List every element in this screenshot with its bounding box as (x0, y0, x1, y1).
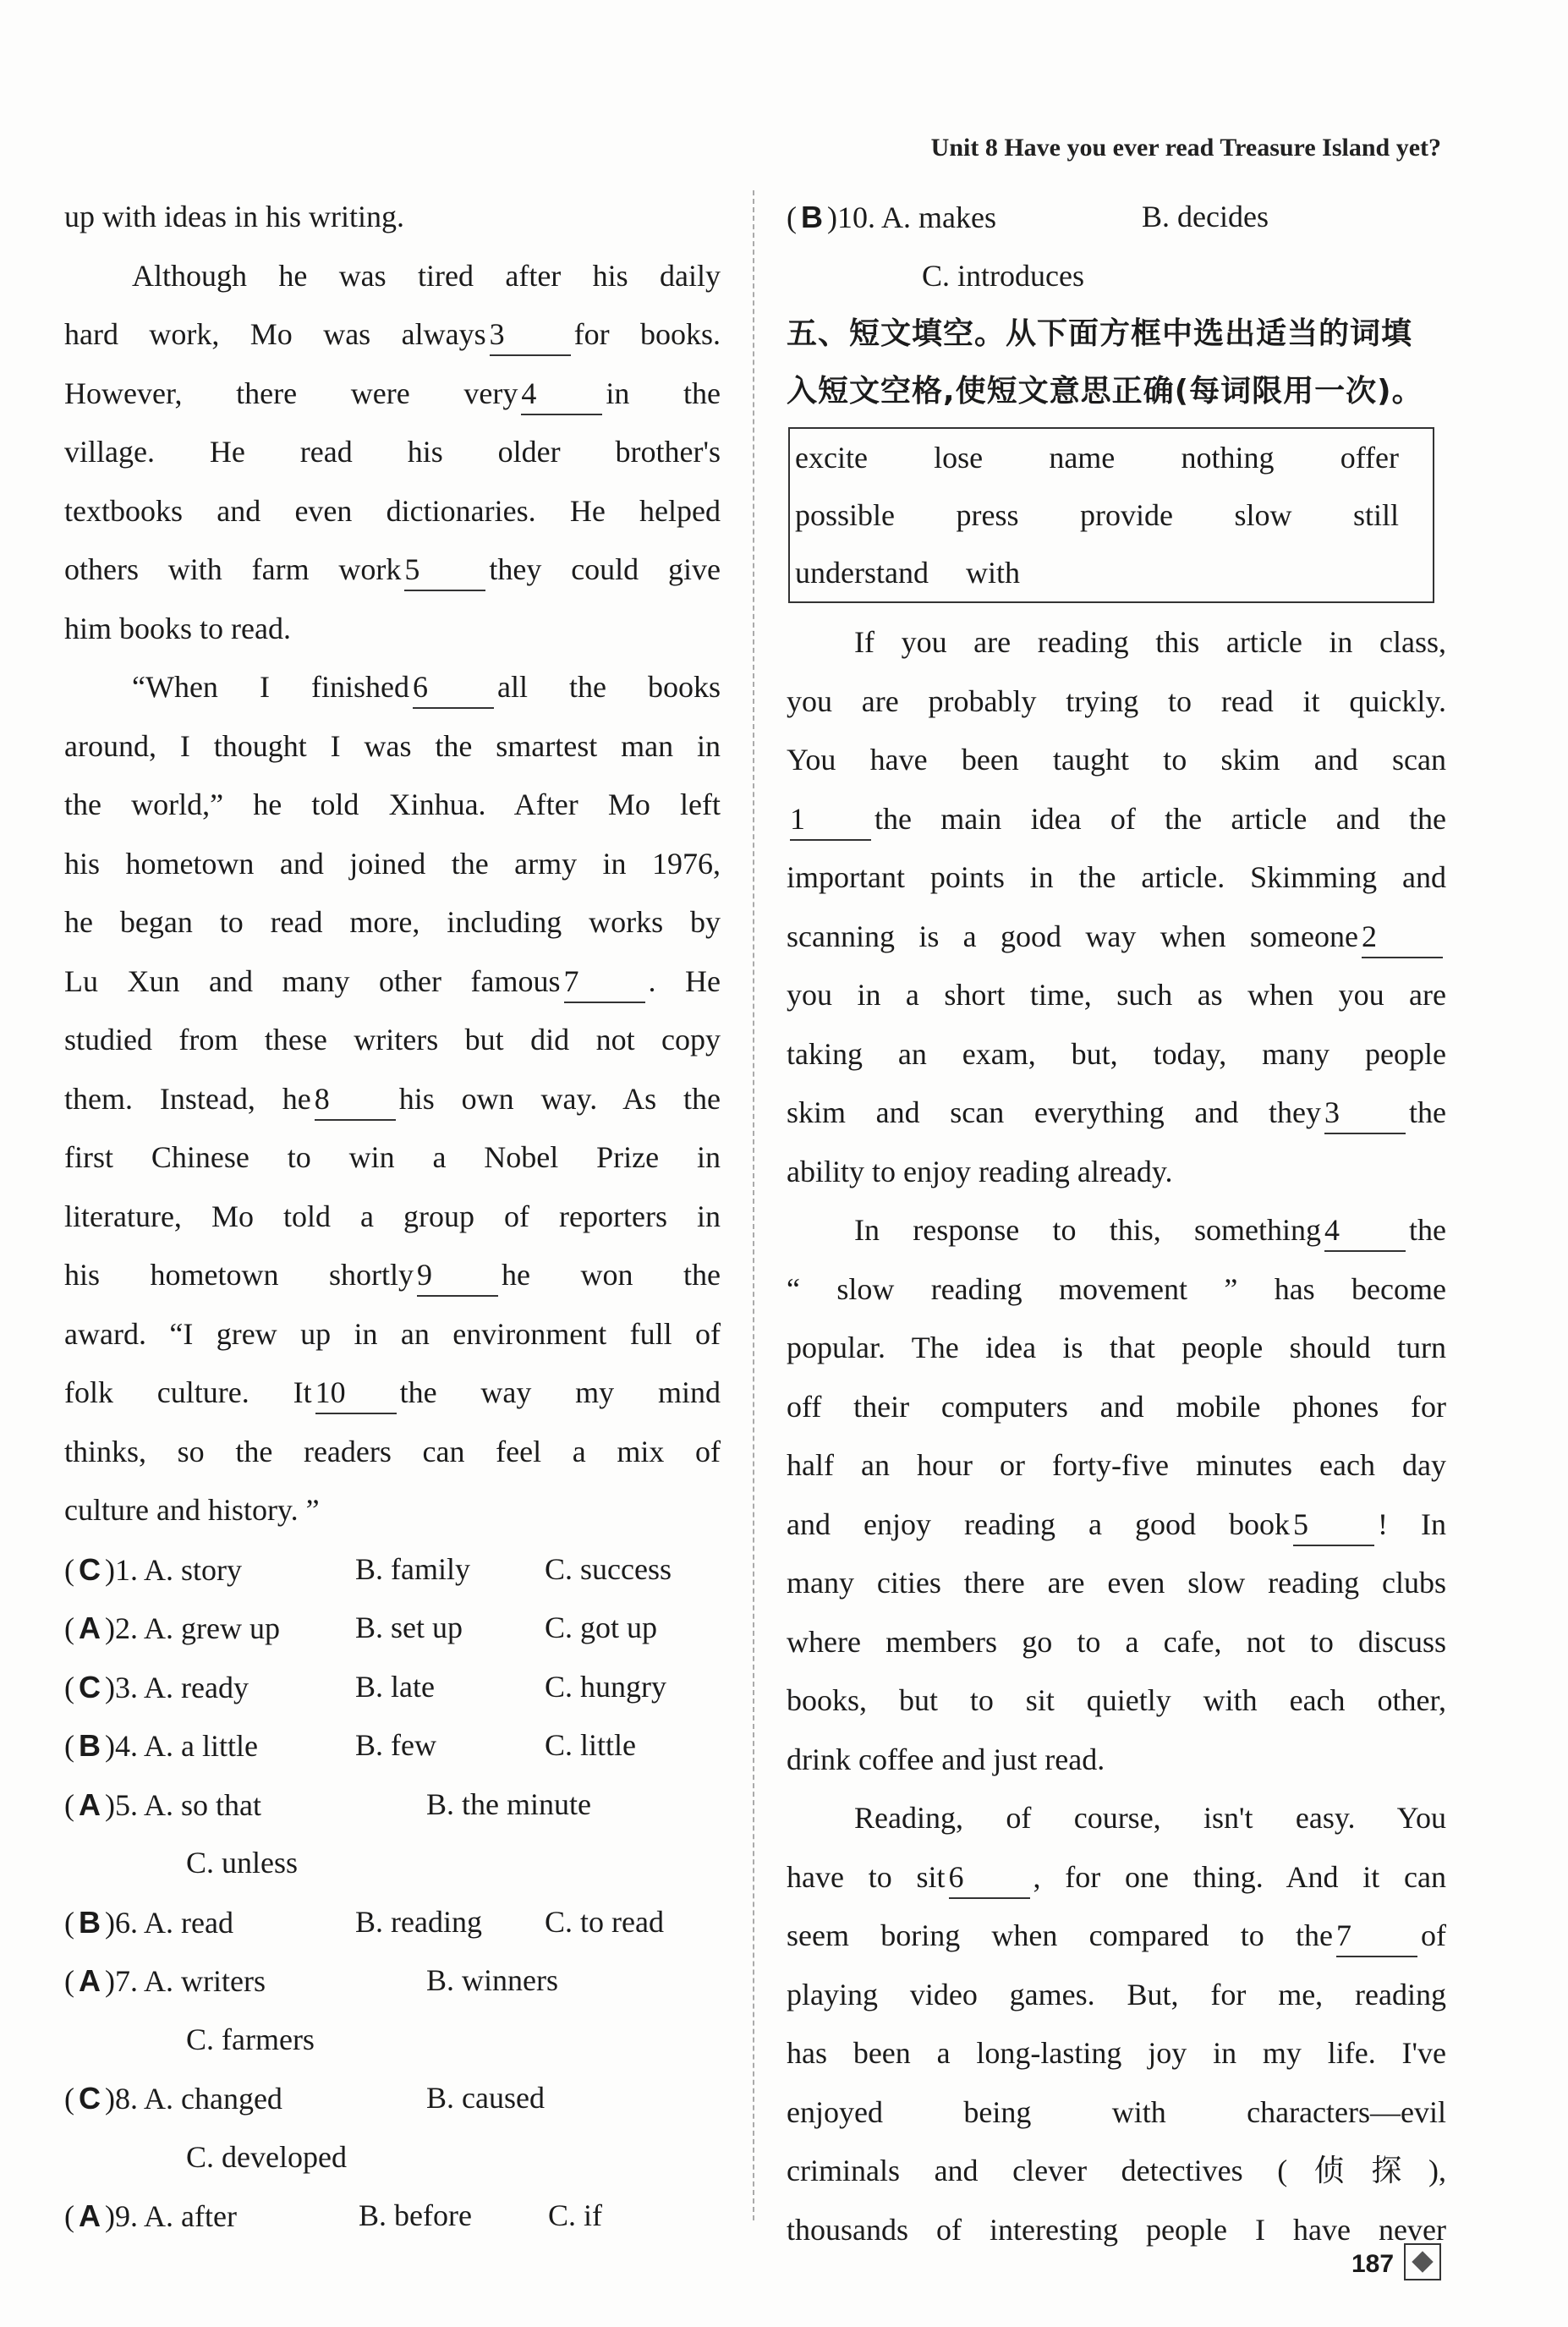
blank-5: 5 (1293, 1506, 1374, 1546)
blank-3: 3 (490, 316, 571, 356)
question-8: ( C )8. A. changed B. caused (64, 2081, 545, 2116)
text-line: where members go to a cafe, not to discuss (787, 1624, 1446, 1659)
question-10: ( B )10. A. makes B. decides (787, 200, 1269, 234)
text-line: taking an exam, but, today, many people (787, 1036, 1446, 1071)
question-3: ( C )3. A. ready B. late C. hungry (64, 1669, 666, 1704)
text-line: his hometown and joined the army in 1976, (64, 846, 721, 881)
text-line: However, there were very 4 in the (64, 365, 721, 424)
question-5-option-c: C. unless (186, 1846, 299, 1880)
text-line: “When I finished 6 all the books (64, 658, 721, 717)
text-line: ability to enjoy reading already. (787, 1154, 1173, 1188)
text-line: In response to this, something 4 the (787, 1201, 1446, 1260)
text-line: thousands of interesting people I have never (787, 2212, 1446, 2247)
blank-8: 8 (315, 1080, 396, 1121)
text-line: Lu Xun and many other famous 7 . He (64, 952, 721, 1012)
text-line: others with farm work 5 they could give (64, 541, 721, 600)
text-line: his hometown shortly 9 he won the (64, 1246, 721, 1305)
text-line: skim and scan everything and they 3 the (787, 1084, 1446, 1143)
page-header: Unit 8 Have you ever read Treasure Island yet? (930, 134, 1441, 162)
question-2: ( A )2. A. grew up B. set up C. got up (64, 1611, 658, 1645)
text-line: books, but to sit quietly with each other, (787, 1683, 1446, 1717)
question-4: ( B )4. A. a little B. few C. little (64, 1728, 636, 1763)
text-line: first Chinese to win a Nobel Prize in (64, 1140, 721, 1174)
text-line: enjoyed being with characters—evil (787, 2094, 1446, 2129)
blank-7: 7 (1336, 1917, 1417, 1957)
text-line: and enjoy reading a good book 5 ! In (787, 1496, 1446, 1555)
word-bank-row: excite lose name nothing offer (795, 441, 1399, 475)
column-divider (753, 190, 754, 2220)
text-line: scanning is a good way when someone 2 (787, 908, 1446, 967)
text-line: off their computers and mobile phones for (787, 1389, 1446, 1424)
text-line: studied from these writers but did not copy (64, 1023, 721, 1056)
text-line: textbooks and even dictionaries. He helped (64, 493, 721, 528)
text-line: the world,” he told Xinhua. After Mo left (64, 788, 721, 821)
question-6: ( B )6. A. read B. reading C. to read (64, 1904, 664, 1940)
blank-4: 4 (521, 375, 602, 415)
blank-6: 6 (413, 668, 494, 709)
blank-1: 1 (790, 800, 871, 841)
question-7-option-c: C. farmers (186, 2022, 315, 2056)
text-line: You have been taught to skim and scan (787, 743, 1446, 777)
text-line: folk culture. It 10 the way my mind (64, 1364, 721, 1423)
text-line: them. Instead, he 8 his own way. As the (64, 1070, 721, 1129)
text-line: If you are reading this article in class, (854, 625, 1446, 659)
question-8-option-c: C. developed (186, 2139, 347, 2174)
question-10-option-c: C. introduces (922, 258, 1084, 293)
diamond-icon (1404, 2243, 1441, 2280)
text-line: 1 the main idea of the article and the (787, 790, 1446, 849)
text-line: has been a long-lasting joy in my life. I've (787, 2036, 1446, 2070)
text-line: award. “I grew up in an environment full of (64, 1316, 721, 1351)
text-line: Although he was tired after his daily (132, 258, 721, 293)
blank-10: 10 (315, 1374, 397, 1414)
text-line: you in a short time, such as when you are (787, 978, 1446, 1012)
text-line: popular. The idea is that people should turn (787, 1331, 1446, 1364)
text-line: around, I thought I was the smartest man in (64, 728, 721, 763)
left-column (64, 188, 721, 2246)
text-line: seem boring when compared to the 7 of (787, 1907, 1446, 1966)
blank-6: 6 (949, 1858, 1030, 1899)
text-line: half an hour or forty-five minutes each day (787, 1448, 1446, 1482)
blank-3: 3 (1324, 1094, 1406, 1134)
word-bank-box (788, 427, 1434, 603)
text-line: he began to read more, including works by (64, 905, 721, 939)
word-bank-row: possible press provide slow still (795, 498, 1399, 532)
question-5: ( A )5. A. so that B. the minute (64, 1786, 591, 1822)
text-line: up with ideas in his writing. (64, 200, 404, 233)
page-number: 187 (1351, 2250, 1395, 2278)
blank-7: 7 (564, 963, 645, 1003)
text-line: literature, Mo told a group of reporters in (64, 1199, 721, 1233)
question-9: ( A )9. A. after B. before C. if (64, 2198, 603, 2233)
question-7: ( A )7. A. writers B. winners (64, 1963, 558, 1998)
text-line: village. He read his older brother's (64, 435, 721, 469)
word-bank-row: understand with (795, 556, 1020, 590)
text-line: playing video games. But, for me, reading (787, 1977, 1446, 2011)
text-line: him books to read. (64, 611, 291, 645)
text-line: have to sit 6 , for one thing. And it can (787, 1848, 1446, 1907)
right-column (787, 188, 1446, 2259)
text-line: criminals and clever detectives (侦探), (787, 2154, 1446, 2187)
section-title: 五、短文填空。从下面方框中选出适当的词填 (787, 316, 1413, 351)
blank-4: 4 (1324, 1211, 1406, 1252)
text-line: “ slow reading movement ” has become (787, 1271, 1446, 1306)
section-title: 入短文空格,使短文意思正确(每词限用一次)。 (787, 374, 1423, 409)
text-line: you are probably trying to read it quickly. (787, 683, 1446, 718)
text-line: culture and history. ” (64, 1493, 320, 1527)
text-line: hard work, Mo was always 3 for books. (64, 305, 721, 365)
text-line: drink coffee and just read. (787, 1742, 1105, 1776)
text-line: Reading, of course, isn't easy. You (854, 1801, 1446, 1835)
question-1: ( C )1. A. story B. family C. success (64, 1551, 672, 1587)
blank-2: 2 (1362, 918, 1443, 958)
text-line: many cities there are even slow reading clubs (787, 1566, 1446, 1600)
text-line: important points in the article. Skimming and (787, 860, 1446, 894)
blank-5: 5 (404, 551, 485, 591)
blank-9: 9 (417, 1256, 498, 1297)
text-line: thinks, so the readers can feel a mix of (64, 1434, 721, 1468)
